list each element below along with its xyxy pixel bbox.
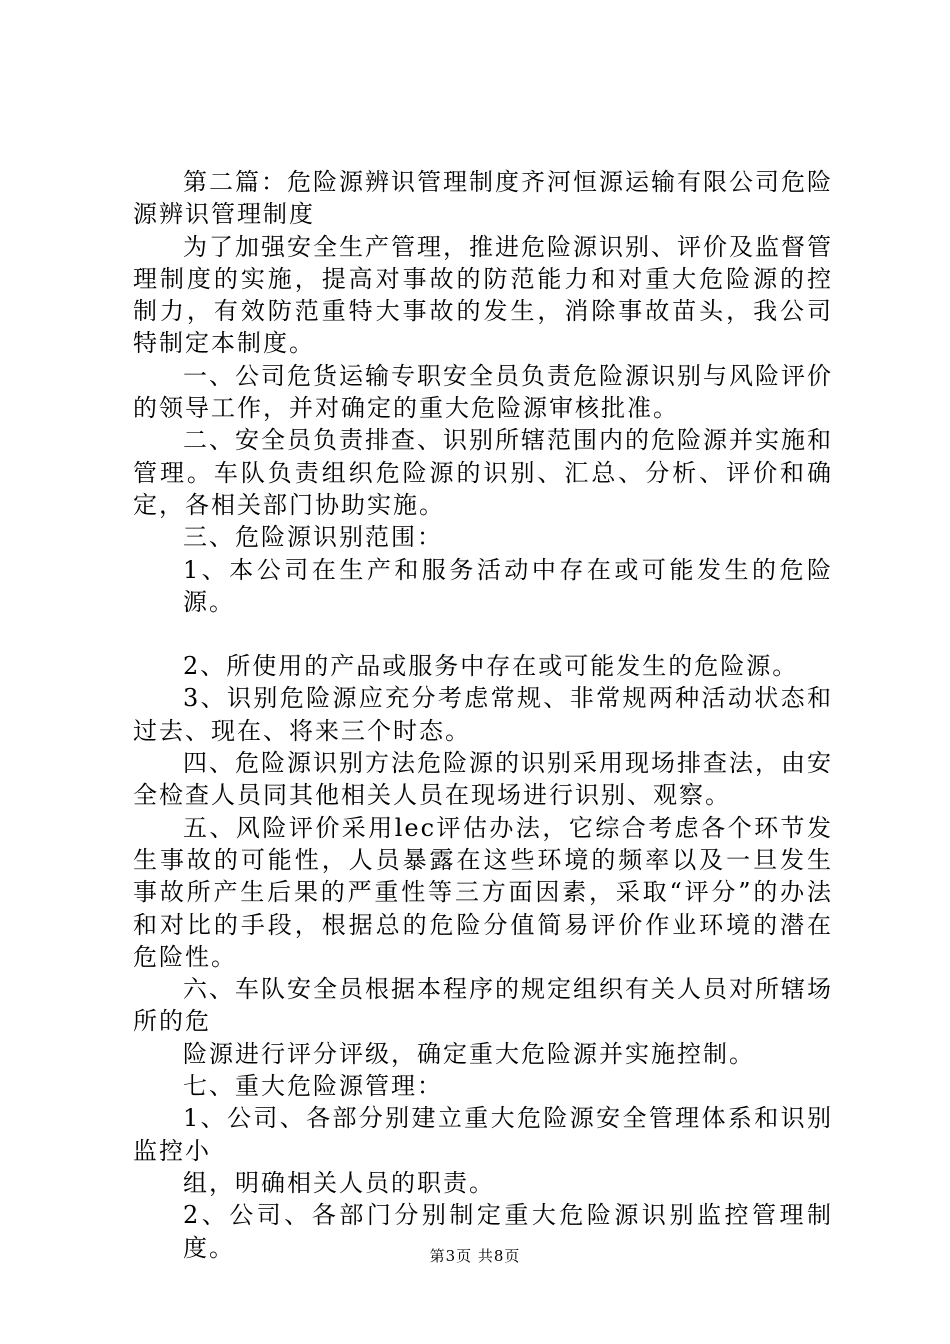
clause-four: 四、危险源识别方法危险源的识别采用现场排查法，由安全检查人员同其他相关人员在现场进行识别、观察。 — [133, 749, 833, 810]
clause-one: 一、公司危货运输专职安全员负责危险源识别与风险评价的领导工作，并对确定的重大危险源审核批准。 — [133, 361, 833, 423]
section-heading: 第二篇：危险源辨识管理制度齐河恒源运输有限公司危险源辨识管理制度 — [133, 168, 833, 229]
clause-three: 三、危险源识别范围： — [183, 523, 443, 552]
clause-seven: 七、重大危险源管理： — [183, 1072, 443, 1101]
clause-six-continued: 险源进行评分评级，确定重大危险源并实施控制。 — [183, 1039, 755, 1068]
clause-two: 二、安全员负责排查、识别所辖范围内的危险源并实施和管理。车队负责组织危险源的识别、汇总、分析、评价和确定，各相关部门协助实施。 — [133, 426, 833, 519]
management-item-1: 1、公司、各部分别建立重大危险源安全管理体系和识别监控小 — [133, 1104, 833, 1165]
document-body — [133, 166, 833, 1264]
management-item-2: 2、公司、各部门分别制定重大危险源识别监控管理制度。 — [183, 1201, 833, 1262]
scope-item-2: 2、所使用的产品或服务中存在或可能发生的危险源。 — [183, 652, 799, 681]
scope-item-3: 3、识别危险源应充分考虑常规、非常规两种活动状态和过去、现在、将来三个时态。 — [133, 684, 833, 745]
page-number-footer: 第3页 共8页 — [429, 1247, 521, 1265]
scope-item-1: 1、本公司在生产和服务活动中存在或可能发生的危险源。 — [183, 555, 833, 616]
intro-paragraph: 为了加强安全生产管理，推进危险源识别、评价及监督管理制度的实施，提高对事故的防范能力和对重大危险源的控制力，有效防范重特大事故的发生，消除事故苗头，我公司特制定本制度。 — [133, 232, 833, 358]
clause-five: 五、风险评价采用lec评估办法，它综合考虑各个环节发生事故的可能性，人员暴露在这些环境的频率以及一旦发生事故所产生后果的严重性等三方面因素，采取“评分”的办法和对比的手段，根据总的危险分值简易评价作业环境的潜在危险性。 — [133, 813, 833, 971]
management-item-1-continued: 组，明确相关人员的职责。 — [183, 1168, 495, 1197]
clause-six: 六、车队安全员根据本程序的规定组织有关人员对所辖场所的危 — [133, 975, 833, 1036]
blank-line — [133, 618, 833, 650]
